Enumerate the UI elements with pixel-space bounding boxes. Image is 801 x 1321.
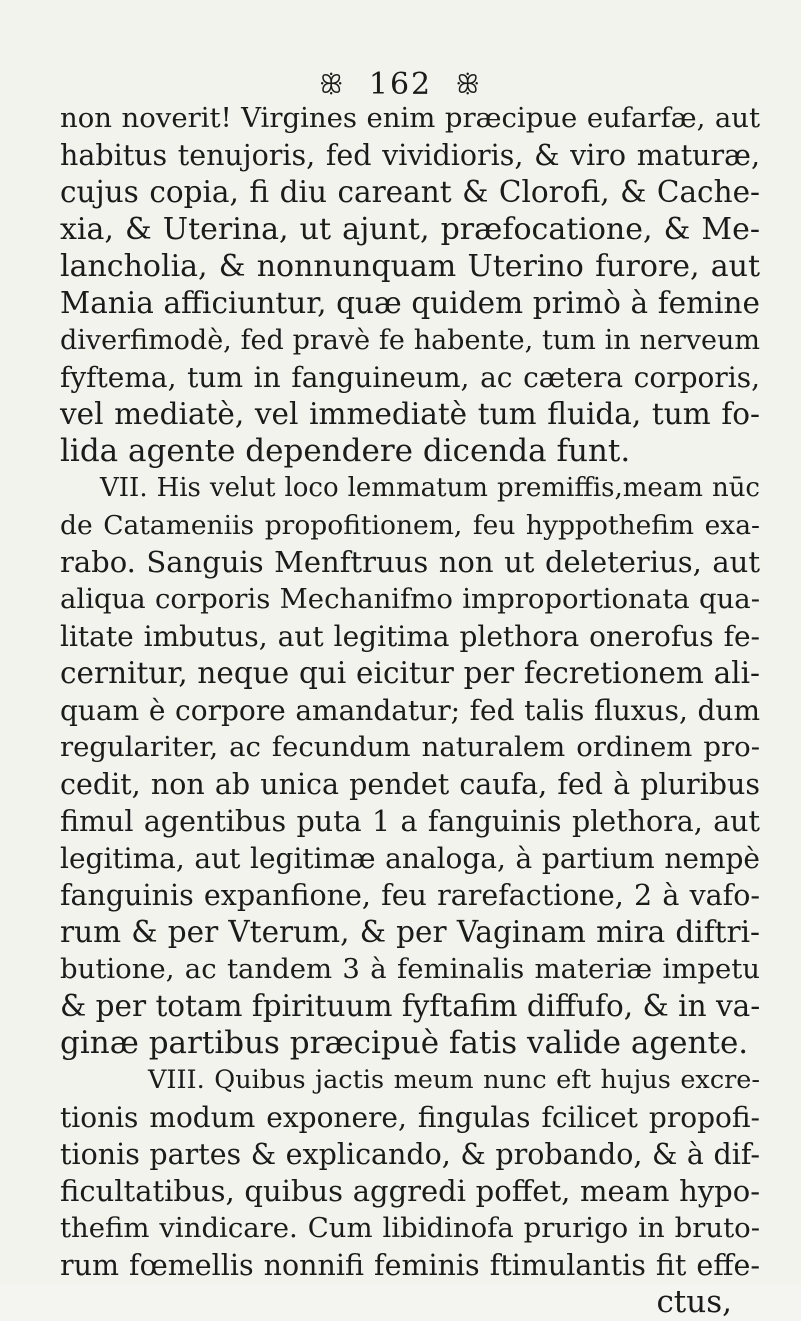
text-line: rum & per Vterum, & per Vaginam mira diftri-	[60, 915, 760, 949]
text-line: rum fœmellis nonnifi feminis ftimulantis fit effe-	[60, 1249, 760, 1282]
text-line: aliqua corporis Mechanifmo improportionata qua-	[60, 583, 760, 615]
text-line: non noverit! Virgines enim præcipue eufarfæ, aut	[60, 102, 760, 134]
text-line: & per totam fpirituum fyftafim diffufo, & in va-	[60, 989, 761, 1023]
text-line: cernitur, neque qui eicitur per fecretionem ali-	[60, 656, 760, 690]
text-line: quam è corpore amandatur; fed talis fluxus, dum	[60, 694, 760, 727]
text-line: regulariter, ac fecundum naturalem ordinem pro-	[60, 731, 760, 763]
page-body-text	[60, 100, 760, 1321]
left-ornament-icon: ꕥ	[319, 70, 346, 100]
text-line: xia, & Uterina, ut ajunt, præfocatione, & Me-	[60, 212, 760, 247]
text-line: thefim vindicare. Cum libidinofa prurigo in bruto-	[60, 1212, 760, 1244]
text-line: tionis partes & explicando, & probando, & à dif-	[60, 1138, 760, 1171]
text-line: habitus tenujoris, fed vividioris, & viro maturæ,	[60, 139, 760, 172]
text-line: legitima, aut legitimæ analoga, à partium nempè	[60, 842, 760, 875]
paragraph-end-line: ginæ partibus præcipuè fatis valide agente.	[60, 1025, 749, 1061]
text-line: tionis modum exponere, fingulas fcilicet propofi-	[60, 1101, 760, 1134]
page-header	[0, 64, 801, 105]
text-line: de Catameniis propofitionem, feu hyppothefim exa-	[60, 510, 760, 541]
section-heading-line: VIII. Quibus jactis meum nunc eft hujus excre-	[148, 1065, 760, 1095]
text-line: vel mediatè, vel immediatè tum fluida, tum fo-	[60, 397, 760, 431]
text-line: Mania afficiuntur, quæ quidem primò à femine	[60, 286, 760, 320]
section-heading-line: VII. His velut loco lemmatum premiffis,meam nūc	[100, 473, 760, 503]
paragraph-end-line: lida agente dependere dicenda funt.	[60, 433, 631, 469]
text-line: butione, ac tandem 3 à feminalis materiæ impetu	[60, 953, 760, 985]
text-line: fanguinis expanfione, feu rarefactione, 2 à vafo-	[60, 879, 760, 912]
page-number: 162	[368, 67, 433, 102]
catchword: ctus,	[656, 1284, 732, 1320]
text-line: cedit, non ab unica pendet caufa, fed à pluribus	[60, 768, 760, 801]
text-line: fyftema, tum in fanguineum, ac cætera corporis,	[60, 361, 760, 394]
text-line: litate imbutus, aut legitima plethora onerofus fe-	[60, 620, 760, 653]
text-line: rabo. Sanguis Menftruus non ut deleterius, aut	[60, 545, 760, 579]
text-line: fimul agentibus puta 1 a fanguinis plethora, aut	[60, 805, 760, 838]
text-line: diverfimodè, fed pravè fe habente, tum in nerveum	[60, 325, 760, 356]
text-line: cujus copia, fi diu careant & Clorofi, & Cache-	[60, 175, 760, 209]
text-line: lancholia, & nonnunquam Uterino furore, aut	[60, 249, 760, 284]
text-line: ficultatibus, quibus aggredi poffet, meam hypo-	[60, 1174, 760, 1208]
right-ornament-icon: ꕥ	[455, 70, 482, 100]
